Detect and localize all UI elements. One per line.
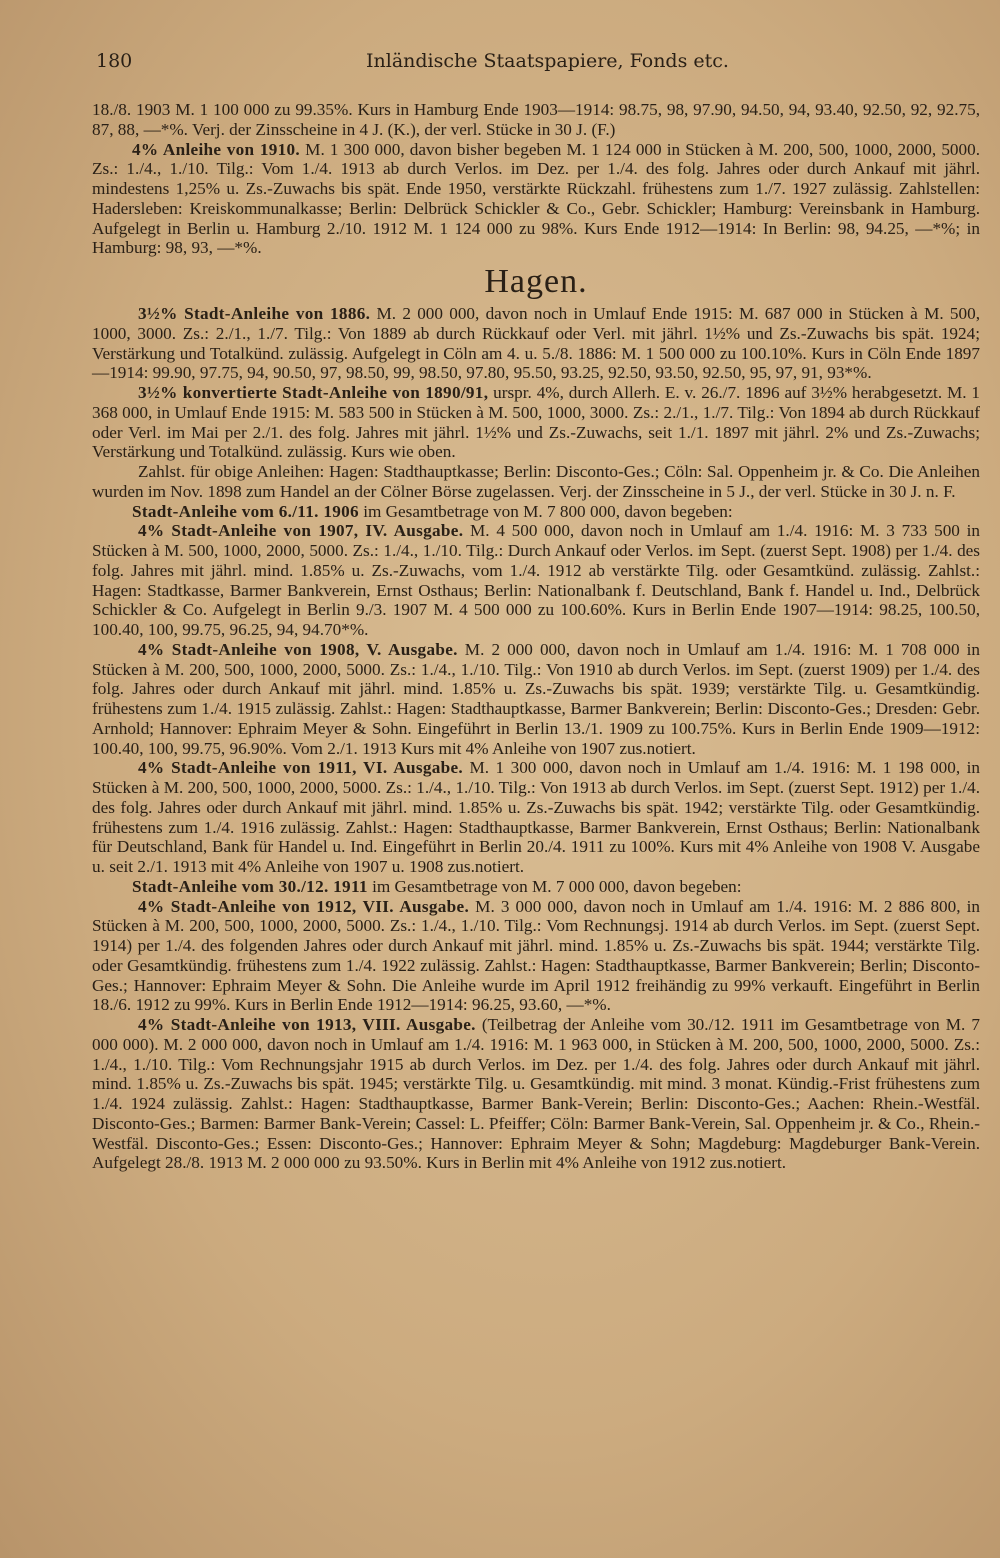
page-number: 180 [96,50,133,72]
page-header [96,50,896,72]
running-title: Inländische Staatspapiere, Fonds etc. [366,50,729,72]
paragraph-text: urspr. 4%, durch Allerh. E. v. 26./7. 1896 auf 3½% herabgesetzt. M. 1 368 000, in Umlauf Ende 1915: M. 583 500 in Stücken à M. 500, 1000, 3000. Zs.: 2./1., 1./7. Tilg.: Von 1894 ab durch Rückkauf oder Verl. im Mai per 2./1. des folg. Jahres mit jährl. 1½% und Zs.-Zuwachs, seit 1./1. 1897 mit jährl. 2% und Zs.-Zuwachs; Verstärkung und Totalkünd. zulässig. Kurs wie oben. [92,383,981,462]
hagen-entries [92,304,980,1173]
paragraph-heading: 4% Stadt-Anleihe von 1913, VIII. Ausgabe. [138,1015,476,1034]
paragraph-text: M. 1 300 000, davon noch in Umlauf am 1./4. 1916: M. 1 198 000, in Stücken à M. 200, 500, 1000, 2000, 5000. Zs.: 1./4., 1./10. Tilg.: Von 1913 ab durch Verlos. im Sept. (zuerst Sept. 1912) per 1./4. des folg. Jahres oder durch Ankauf mit jährl. mind. 1.85% u. Zs.-Zuwachs bis spät. 1942; verstärkte Tilg. oder Gesamtkündig. frühestens zum 1./4. 1916 zulässig. Zahlst.: Hagen: Stadthauptkasse, Barmer Bankverein, Ernst Osthaus; Berlin: Nationalbank für Deutschland, Bank für Handel u. Ind. Eingeführt in Berlin 20./4. 1911 zu 100%. Kurs mit 4% Anleihe von 1908 V. Ausgabe u. seit 2./1. 1913 mit 4% Anleihe von 1907 u. 1908 zus.notiert. [92,758,980,876]
paragraph [92,383,980,462]
paragraph-heading: Stadt-Anleihe vom 30./12. 1911 [132,876,368,896]
paragraph [92,521,980,640]
paragraph [92,502,980,522]
paragraph-text: M. 1 300 000, davon bisher begeben M. 1 124 000 in Stücken à M. 200, 500, 1000, 2000, 5000. Zs.: 1./4., 1./10. Tilg.: Vom 1./4. 1913 ab durch Verlos. im Dez. per 1./4. des folg. Jahres oder durch Ankauf mit jährl. mindestens 1,25% u. Zs.-Zuwachs bis spät. Ende 1950, verstärkte Rückzahl. frühestens zum 1./7. 1927 zulässig. Zahlstellen: Hadersleben: Kreiskommunalkasse; Berlin: Delbrück Schickler & Co., Gebr. Schickler; Hamburg: Vereinsbank in Hamburg. Aufgelegt in Berlin u. Hamburg 2./10. 1912 M. 1 124 000 zu 98%. Kurs Ende 1912—1914: In Berlin: 98, 94.25, —*%; in Hamburg: 98, 93, —*%. [92,139,980,258]
paragraph [92,304,980,383]
paragraph-text: im Gesamtbetrage von M. 7 800 000, davon begeben: [358,501,733,521]
paragraph-heading: 3½% konvertierte Stadt-Anleihe von 1890/91, [138,383,489,402]
paragraph [92,640,980,759]
paragraph-heading: 4% Stadt-Anleihe von 1908, V. Ausgabe. [138,639,458,659]
page-body [92,100,980,1173]
paragraph-text: im Gesamtbetrage von M. 7 000 000, davon begeben: [367,876,742,896]
paragraph-text: M. 2 000 000, davon noch in Umlauf am 1./4. 1916: M. 1 708 000 in Stücken à M. 200, 500, 1000, 2000, 5000. Zs.: 1./4., 1./10. Tilg.: Von 1910 ab durch Verlos. im Sept. (zuerst 1909) per 1./4. des folg. Jahres oder durch Ankauf mit jährl. mind. 1.85% u. Zs.-Zuwachs bis spät. 1939; verstärkte Tilg. u. Gesamtkündig. frühestens zum 1./4. 1915 zulässig. Zahlst.: Hagen: Stadthauptkasse, Barmer Bankverein; Berlin: Disconto-Ges.; Dresden: Gebr. Arnhold; Hannover: Ephraim Meyer & Sohn. Eingeführt in Berlin 13./1. 1909 zu 100.75%. Kurs in Berlin Ende 1909—1912: 100.40, 100, 99.75, 96.90%. Vom 2./1. 1913 Kurs mit 4% Anleihe von 1907 zus.notiert. [92,639,980,758]
paragraph: 18./8. 1903 M. 1 100 000 zu 99.35%. Kurs in Hamburg Ende 1903—1914: 98.75, 98, 97.90, 94.50, 94, 93.40, 92.50, 92, 92.75, 87, 88, —*%. Verj. der Zinsscheine in 4 J. (K.), der verl. Stücke in 30 J. (F.) [92,100,980,139]
paragraph [92,758,980,877]
paragraph-text: (Teilbetrag der Anleihe vom 30./12. 1911 im Gesamtbetrage von M. 7 000 000). M. 2 000 000, davon noch in Umlauf am 1./4. 1916: M. 1 963 000, in Stücken à M. 200, 500, 1000, 2000, 5000. Zs.: 1./4., 1./10. Tilg.: Vom Rechnungsjahr 1915 ab durch Verlos. im Dez. per 1./4. des folg. Jahres oder durch Ankauf mit jährl. mind. 1.85% u. Zs.-Zuwachs bis spät. 1945; verstärkte Tilg. u. Gesamtkündig. mit mind. 3 monat. Kündig.-Frist frühestens zum 1./4. 1924 zulässig. Zahlst.: Hagen: Stadthauptkasse, Barmer Bank-Verein; Berlin: Disconto-Ges.; Aachen: Rhein.-Westfäl. Disconto-Ges.; Barmen: Barmer Bank-Verein; Cassel: L. Pfeiffer; Cöln: Barmer Bank-Verein, Sal. Oppenheim jr. & Co., Rhein.-Westfäl. Disconto-Ges.; Essen: Disconto-Ges.; Hannover: Ephraim Meyer & Sohn; Magdeburg: Magdeburger Bank-Verein. Aufgelegt 28./8. 1913 M. 2 000 000 zu 93.50%. Kurs in Berlin mit 4% Anleihe von 1912 zus.notiert. [92,1015,980,1173]
paragraph-text: Zahlst. für obige Anleihen: Hagen: Stadthauptkasse; Berlin: Disconto-Ges.; Cöln: Sal. Oppenheim jr. & Co. Die Anleihen wurden im Nov. 1898 zum Handel an der Cölner Börse zugelassen. Verj. der Zinsscheine in 5 J., der verl. Stücke in 30 J. n. F. [92,462,980,501]
paragraph-heading: 3½% Stadt-Anleihe von 1886. [138,304,371,323]
paragraph [92,897,980,1016]
paragraph-heading: 4% Anleihe von 1910. [132,139,301,159]
paragraph-text: M. 2 000 000, davon noch in Umlauf Ende 1915: M. 687 000 in Stücken à M. 500, 1000, 3000. Zs.: 2./1., 1./7. Tilg.: Von 1889 ab durch Rückkauf oder Verl. mit jährl. 1½% und Zs.-Zuwachs bis spät. 1924; Verstärkung und Totalkünd. zulässig. Aufgelegt in Cöln am 4. u. 5./8. 1886: M. 1 500 000 zu 100.10%. Kurs in Cöln Ende 1897—1914: 99.90, 97.75, 94, 90.50, 97, 98.50, 99, 98.50, 97.80, 95.50, 93.25, 92.50, 93.50, 92.50, 95, 97, 91, 93*%. [92,304,980,383]
paragraph [92,462,980,502]
paragraph-text: M. 3 000 000, davon noch in Umlauf am 1./4. 1916: M. 2 886 800, in Stücken à M. 200, 500, 1000, 2000, 5000. Zs.: 1./4., 1./10. Tilg.: Vom Rechnungsj. 1914 ab durch Verlos. im Sept. (zuerst Sept. 1914) per 1./4. des folgenden Jahres oder durch Ankauf mit jährl. mind. 1.85% u. Zs.-Zuwachs bis spät. 1944; verstärkte Tilg. oder Gesamtkündig. frühestens zum 1./4. 1922 zulässig. Zahlst.: Hagen: Stadthauptkasse, Barmer Bankverein; Berlin; Disconto-Ges.; Hannover: Ephraim Meyer & Sohn. Die Anleihe wurde im April 1912 freihändig zu 99% verkauft. Eingeführt in Berlin 18./6. 1912 zu 99%. Kurs in Berlin Ende 1912—1914: 96.25, 93.60, —*%. [92,896,980,1015]
paragraph-heading: Stadt-Anleihe vom 6./11. 1906 [132,501,359,521]
paragraph-text: M. 4 500 000, davon noch in Umlauf am 1./4. 1916: M. 3 733 500 in Stücken à M. 500, 1000, 2000, 5000. Zs.: 1./4., 1./10. Tilg.: Durch Ankauf oder Verlos. im Sept. (zuerst Sept. 1908) per 1./4. des folg. Jahres mit jährl. mind. 1.85% u. Zs.-Zuwachs, vom 1./4. 1912 ab verstärkte Tilg. oder Gesamtkünd. zulässig. Zahlst.: Hagen: Stadtkasse, Barmer Bankverein, Ernst Osthaus; Berlin: Nationalbank f. Deutschland, Bank f. Handel u. Ind., Delbrück Schickler & Co. Aufgelegt in Berlin 9./3. 1907 M. 4 500 000 zu 100.60%. Kurs in Berlin Ende 1907—1914: 98.25, 100.50, 100.40, 100, 99.75, 96.25, 94, 94.70*%. [92,521,980,639]
paragraph-heading: 4% Stadt-Anleihe von 1912, VII. Ausgabe. [138,896,470,916]
paragraph [92,140,980,259]
section-title: Hagen. [484,263,588,300]
paragraph [92,1015,980,1173]
paragraph-heading: 4% Stadt-Anleihe von 1907, IV. Ausgabe. [138,521,464,541]
paragraph [92,877,980,897]
paragraph-heading: 4% Stadt-Anleihe von 1911, VI. Ausgabe. [138,758,464,778]
